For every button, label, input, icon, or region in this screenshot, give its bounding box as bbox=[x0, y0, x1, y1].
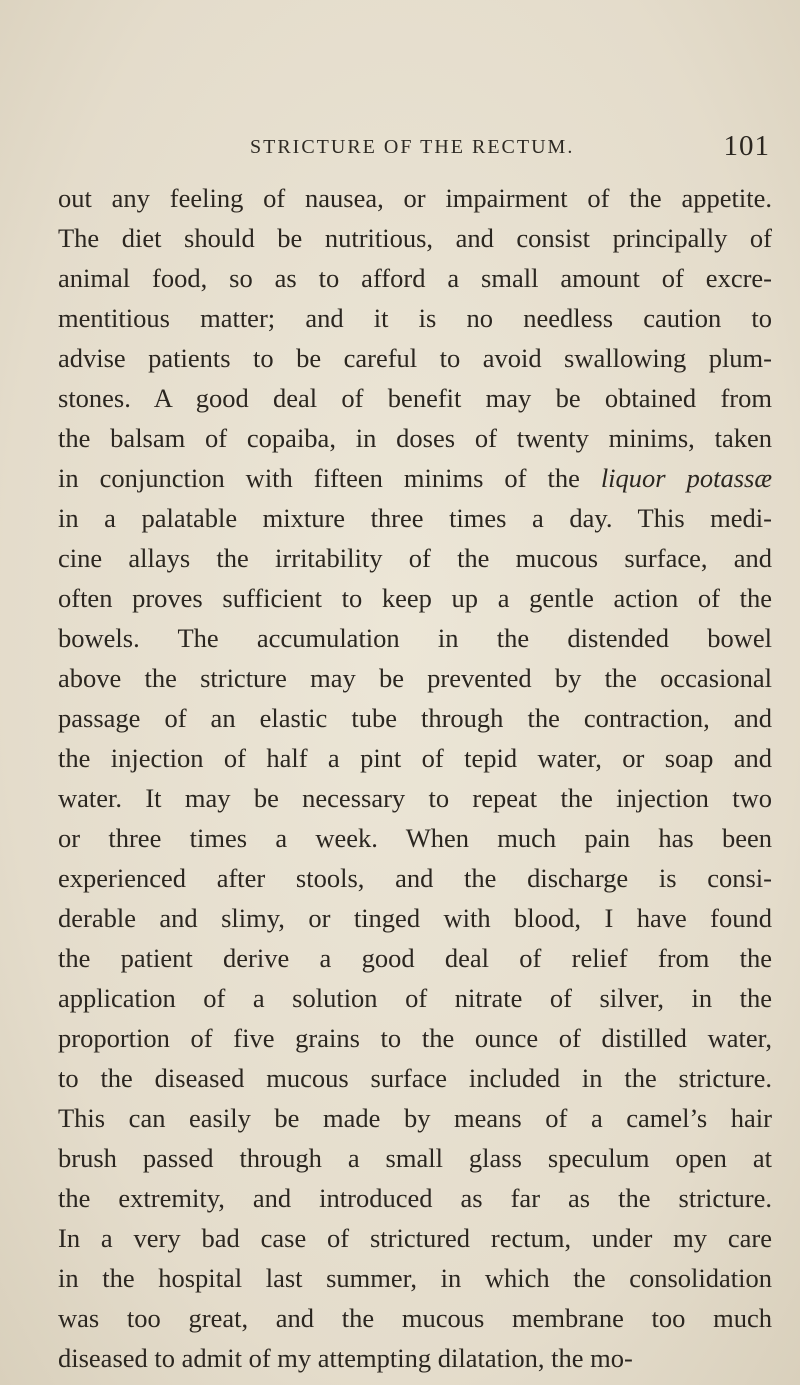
text-line: or three times a week. When much pain has been bbox=[58, 823, 772, 853]
text-line: out any feeling of nausea, or impairment of the appetite. bbox=[58, 183, 772, 213]
text-line: The diet should be nutritious, and consist principally of bbox=[58, 223, 772, 253]
text-line: to the diseased mucous surface included in the stricture. bbox=[58, 1063, 772, 1093]
text-line: in the hospital last summer, in which the consolidation bbox=[58, 1263, 772, 1293]
running-title: STRICTURE OF THE RECTUM. bbox=[250, 136, 575, 158]
text-line: often proves sufficient to keep up a gentle action of the bbox=[58, 583, 772, 613]
text-line: in a palatable mixture three times a day. This medi- bbox=[58, 503, 772, 533]
text-line bbox=[58, 458, 772, 498]
text-line: brush passed through a small glass speculum open at bbox=[58, 1143, 772, 1173]
text-line: diseased to admit of my attempting dilatation, the mo- bbox=[58, 1343, 633, 1373]
text-line: derable and slimy, or tinged with blood, I have found bbox=[58, 903, 772, 933]
text-line: cine allays the irritability of the mucous surface, and bbox=[58, 543, 772, 573]
text-line: stones. A good deal of benefit may be obtained from bbox=[58, 383, 772, 413]
text-line: animal food, so as to afford a small amount of excre- bbox=[58, 263, 772, 293]
text-line: This can easily be made by means of a camel’s hair bbox=[58, 1103, 772, 1133]
running-head bbox=[250, 132, 770, 166]
text-line: the balsam of copaiba, in doses of twenty minims, taken bbox=[58, 423, 772, 453]
text-line: In a very bad case of strictured rectum, under my care bbox=[58, 1223, 772, 1253]
text-line: bowels. The accumulation in the distended bowel bbox=[58, 623, 772, 653]
text-line: the patient derive a good deal of relief from the bbox=[58, 943, 772, 973]
text-line: mentitious matter; and it is no needless caution to bbox=[58, 303, 772, 333]
text-line: experienced after stools, and the discharge is consi- bbox=[58, 863, 772, 893]
text-line: proportion of five grains to the ounce of distilled water, bbox=[58, 1023, 772, 1053]
page-number: 101 bbox=[723, 130, 770, 162]
text-line: the extremity, and introduced as far as the stricture. bbox=[58, 1183, 772, 1213]
text-line: was too great, and the mucous membrane too much bbox=[58, 1303, 772, 1333]
text-line: passage of an elastic tube through the contraction, and bbox=[58, 703, 772, 733]
italic-term: liquor potassæ bbox=[600, 463, 772, 493]
text-line: advise patients to be careful to avoid swallowing plum- bbox=[58, 343, 772, 373]
text-line: above the stricture may be prevented by the occasional bbox=[58, 663, 772, 693]
text-line: the injection of half a pint of tepid water, or soap and bbox=[58, 743, 772, 773]
text-segment: in conjunction with fifteen minims of the bbox=[58, 463, 601, 493]
text-line: water. It may be necessary to repeat the injection two bbox=[58, 783, 772, 813]
body-text bbox=[58, 178, 772, 1378]
text-line: application of a solution of nitrate of silver, in the bbox=[58, 983, 772, 1013]
